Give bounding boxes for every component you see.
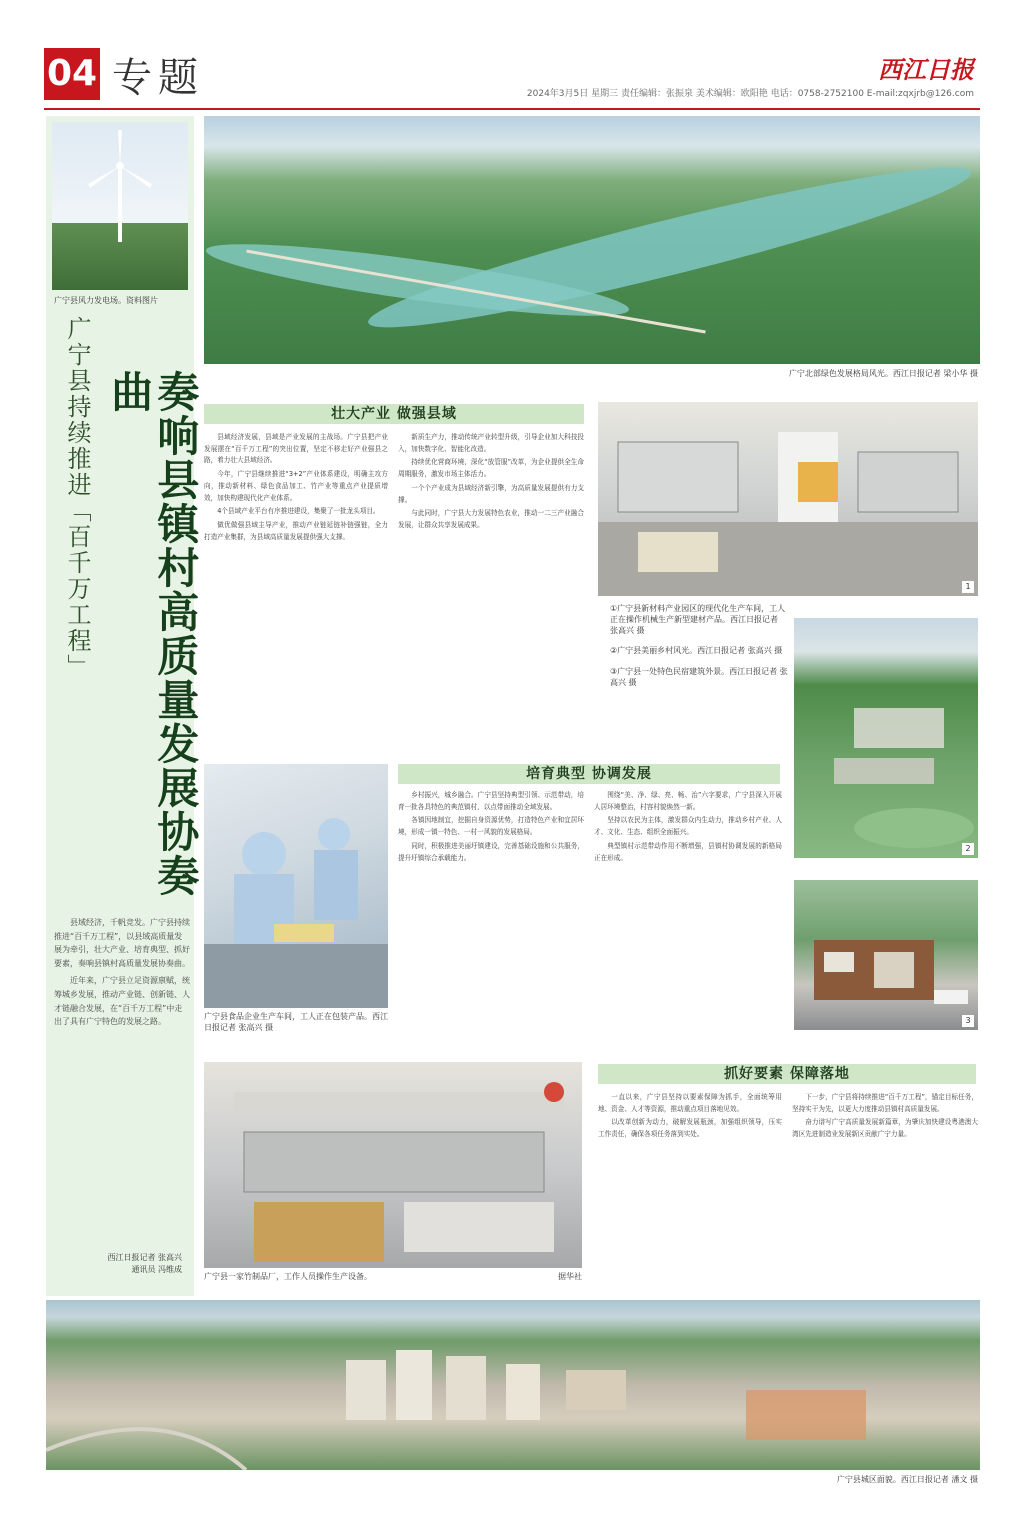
- sidebar: [46, 116, 201, 1296]
- page-number: 04: [44, 48, 100, 100]
- main-title: 奏响县镇村高质量发展协奏曲: [105, 370, 201, 898]
- paragraph: 做优做强县域主导产业，推动产业链延链补链强链，全力打造产业集群，为县域高质量发展提供强大支撑。: [204, 521, 388, 541]
- paragraph: 一个个产业成为县域经济新引擎，为高质量发展提供有力支撑。: [398, 483, 584, 504]
- byline: 西江日报记者 张高兴 通讯员 冯维成: [107, 1253, 182, 1274]
- paragraph: 新质生产力，推动传统产业转型升级，引导企业加大科技投入，加快数字化、智能化改造。: [398, 433, 584, 453]
- river-caption: 广宁北部绿色发展格局风光。西江日报记者 梁小华 摄: [788, 369, 978, 378]
- caption: ①广宁县新材料产业园区的现代化生产车间，工人正在操作机械生产新型建材产品。西江日报记者 张高兴 摄: [610, 604, 786, 635]
- village-aerial-photo: [794, 618, 978, 858]
- paragraph: 与此同时，广宁县大力发展特色农业，推动一二三产业融合发展，让群众共享发展成果。: [398, 509, 584, 530]
- paragraph: 奋力谱写广宁高质量发展新篇章，为肇庆加快建设粤港澳大湾区先进制造业发展新区贡献广宁力量。: [792, 1118, 978, 1139]
- food-factory-photo: [204, 764, 388, 1008]
- subtitle: 广宁县持续推进「百千万工程」: [63, 316, 91, 680]
- homestay-photo: [794, 880, 978, 1030]
- paragraph: 各镇因地制宜，挖掘自身资源优势，打造特色产业和宜居环境，形成一镇一特色、一村一风貌的发展格局。: [398, 816, 584, 837]
- paragraph: 坚持以农民为主体，激发群众内生动力，推动乡村产业、人才、文化、生态、组织全面振兴。: [594, 816, 782, 837]
- header-rule: [44, 108, 980, 110]
- town-aerial-photo: [46, 1300, 980, 1470]
- paragraph: 持续优化营商环境，深化“放管服”改革，为企业提供全生命周期服务，激发市场主体活力。: [398, 458, 584, 479]
- masthead-logo: 西江日报: [878, 55, 974, 84]
- factory-robot-photo: [598, 402, 978, 596]
- paragraph: 县域经济发展，县域是产业发展的主战场。广宁县把产业发展摆在“百千万工程”的突出位置，坚定不移走好产业强县之路，着力壮大县域经济。: [204, 433, 388, 465]
- article-column: [398, 790, 584, 1038]
- lab-caption: 广宁县食品企业生产车间，工人正在包装产品。西江日报记者 张高兴 摄: [204, 1012, 388, 1032]
- factory2-caption: [204, 1272, 582, 1283]
- intro-paragraph: 近年来，广宁县立足资源禀赋，统筹城乡发展，推动产业链、创新链、人才链融合发展，在“百千万工程”中走出了具有广宁特色的发展之路。: [54, 976, 190, 1027]
- paragraph: 4个县域产业平台有序推进建设，集聚了一批龙头项目。: [217, 507, 380, 516]
- wind-turbine-icon: [52, 122, 188, 290]
- article-column: [398, 432, 584, 754]
- photo-credit: 据华社: [558, 1272, 582, 1281]
- turbine-caption: 广宁县风力发电场。资料图片: [54, 296, 158, 305]
- article-column: [598, 1092, 782, 1288]
- article-column: [204, 432, 388, 754]
- article-column: [594, 790, 782, 1038]
- section-heading-2: 培育典型 协调发展: [398, 764, 780, 784]
- photo-number: 2: [962, 843, 974, 855]
- intro-text: [54, 916, 190, 1033]
- caption-text: 广宁县一家竹制品厂，工作人员操作生产设备。: [204, 1272, 372, 1281]
- wind-turbine-photo: [52, 122, 188, 290]
- header-meta: 2024年3月5日 星期三 责任编辑：张振泉 美术编辑：欧阳艳 电话：0758-2752100 E-mail:zqxjrb@126.com: [526, 89, 974, 99]
- section-heading-1: 壮大产业 做强县域: [204, 404, 584, 424]
- page-header: [44, 44, 980, 104]
- caption: ②广宁县美丽乡村风光。西江日报记者 张高兴 摄: [610, 646, 783, 656]
- paragraph: 同时，积极推进美丽圩镇建设，完善基础设施和公共服务，提升圩镇综合承载能力。: [398, 841, 584, 862]
- paragraph: 围绕“美、净、绿、亮、畅、治”六字要求，广宁县深入开展人居环境整治，村容村貌焕然一新。: [594, 791, 782, 811]
- paragraph: 典型镇村示范带动作用不断增强，县镇村协调发展的新格局正在形成。: [594, 841, 782, 862]
- paragraph: 今年，广宁县继续推进“3+2”产业体系建设，明确主攻方向，推动新材料、绿色食品加工、竹产业等重点产业提质增效，加快构建现代化产业体系。: [204, 470, 388, 502]
- section-title: 专题: [112, 55, 204, 101]
- intro-paragraph: 县域经济，千帆竞发。广宁县持续推进“百千万工程”，以县域高质量发展为牵引，壮大产业、培育典型、抓好要素，奏响县镇村高质量发展协奏曲。: [54, 918, 190, 968]
- photo-number: 1: [962, 581, 974, 593]
- bamboo-factory-photo: [204, 1062, 582, 1268]
- town-caption: 广宁县城区面貌。西江日报记者 潘文 摄: [836, 1475, 978, 1484]
- photo-number: 3: [962, 1015, 974, 1027]
- paragraph: 一直以来，广宁县坚持以要素保障为抓手，全面统筹用地、资金、人才等资源，推动重点项目落地见效。: [598, 1093, 782, 1113]
- caption: ③广宁县一处特色民宿建筑外景。西江日报记者 张高兴 摄: [610, 667, 788, 687]
- river-aerial-photo: [204, 116, 980, 364]
- article-column: [792, 1092, 978, 1288]
- section-heading-3: 抓好要素 保障落地: [598, 1064, 976, 1084]
- paragraph: 乡村振兴，城乡融合。广宁县坚持典型引领、示范带动，培育一批各具特色的典范镇村，以点带面推动全域发展。: [398, 791, 584, 811]
- photo-captions: [610, 604, 788, 699]
- paragraph: 以改革创新为动力，破解发展瓶颈，加强组织领导，压实工作责任，确保各项任务落到实处。: [598, 1118, 782, 1139]
- paragraph: 下一步，广宁县将持续推进“百千万工程”，锚定目标任务，坚持实干为先，以更大力度推动县镇村高质量发展。: [792, 1093, 978, 1113]
